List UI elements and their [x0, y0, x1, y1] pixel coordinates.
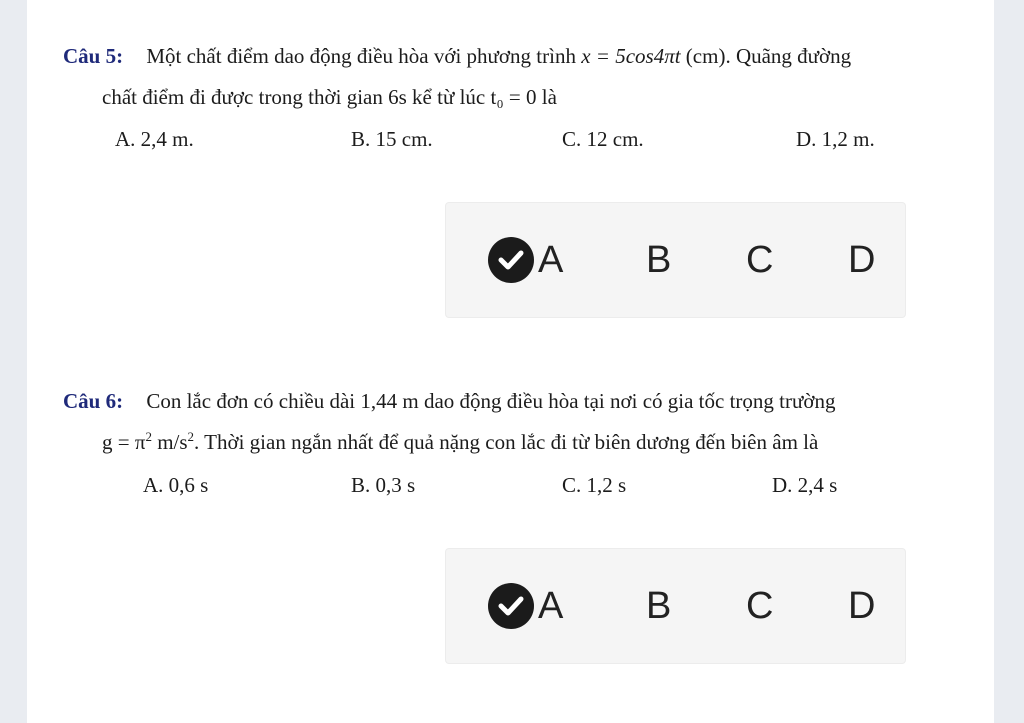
choice-c-button[interactable] — [746, 583, 773, 629]
question-text: Một chất điểm dao động điều hòa với phương trình — [146, 44, 582, 68]
question-text: Con lắc đơn có chiều dài 1,44 m dao động điều hòa tại nơi có gia tốc trọng trường — [146, 389, 836, 413]
option-d: D. 1,2 m. — [796, 127, 875, 151]
answer-choice-panel — [445, 202, 906, 318]
question-text: g = π — [102, 430, 146, 454]
question-5-line-2: chất điểm đi được trong thời gian 6s kể từ lúc t₀ = 0 là — [102, 85, 557, 109]
choice-a-button[interactable] — [488, 237, 563, 283]
option-b: B. 0,3 s — [351, 473, 416, 497]
answer-choice-panel — [445, 548, 906, 664]
document-page — [27, 0, 994, 723]
superscript: 2 — [145, 429, 152, 444]
check-circle-icon — [488, 237, 534, 283]
option-d: D. 2,4 s — [772, 473, 838, 497]
question-5-line-1 — [63, 44, 851, 69]
choice-label: D — [848, 239, 876, 281]
option-a: A. 2,4 m. — [115, 127, 194, 151]
choice-a-button[interactable] — [488, 583, 563, 629]
question-text: . Thời gian ngắn nhất để quả nặng con lắc đi từ biên dương đến biên âm là — [194, 430, 819, 454]
choice-b-button[interactable] — [646, 237, 671, 283]
question-6-line-1 — [63, 389, 835, 414]
option-c: C. 12 cm. — [562, 127, 644, 151]
choice-b-button[interactable] — [646, 583, 671, 629]
question-text: m/s — [151, 430, 188, 454]
choice-label: C — [746, 239, 774, 281]
question-label: Câu 5: — [63, 44, 124, 68]
choice-label: B — [646, 585, 672, 627]
choice-d-button[interactable] — [848, 237, 875, 283]
choice-label: C — [746, 585, 774, 627]
choice-label: D — [848, 585, 876, 627]
superscript: 2 — [187, 429, 195, 444]
equation: x = 5cos4πt — [581, 44, 681, 68]
choice-label: A — [538, 239, 564, 281]
option-c: C. 1,2 s — [562, 473, 627, 497]
choice-d-button[interactable] — [848, 583, 875, 629]
choice-label: B — [646, 239, 672, 281]
question-label: Câu 6: — [63, 389, 124, 413]
option-a: A. 0,6 s — [143, 473, 209, 497]
check-circle-icon — [488, 583, 534, 629]
question-6-line-2 — [102, 429, 818, 455]
choice-c-button[interactable] — [746, 237, 773, 283]
question-text: (cm). Quãng đường — [685, 44, 852, 68]
choice-label: A — [538, 585, 564, 627]
option-b: B. 15 cm. — [351, 127, 433, 151]
